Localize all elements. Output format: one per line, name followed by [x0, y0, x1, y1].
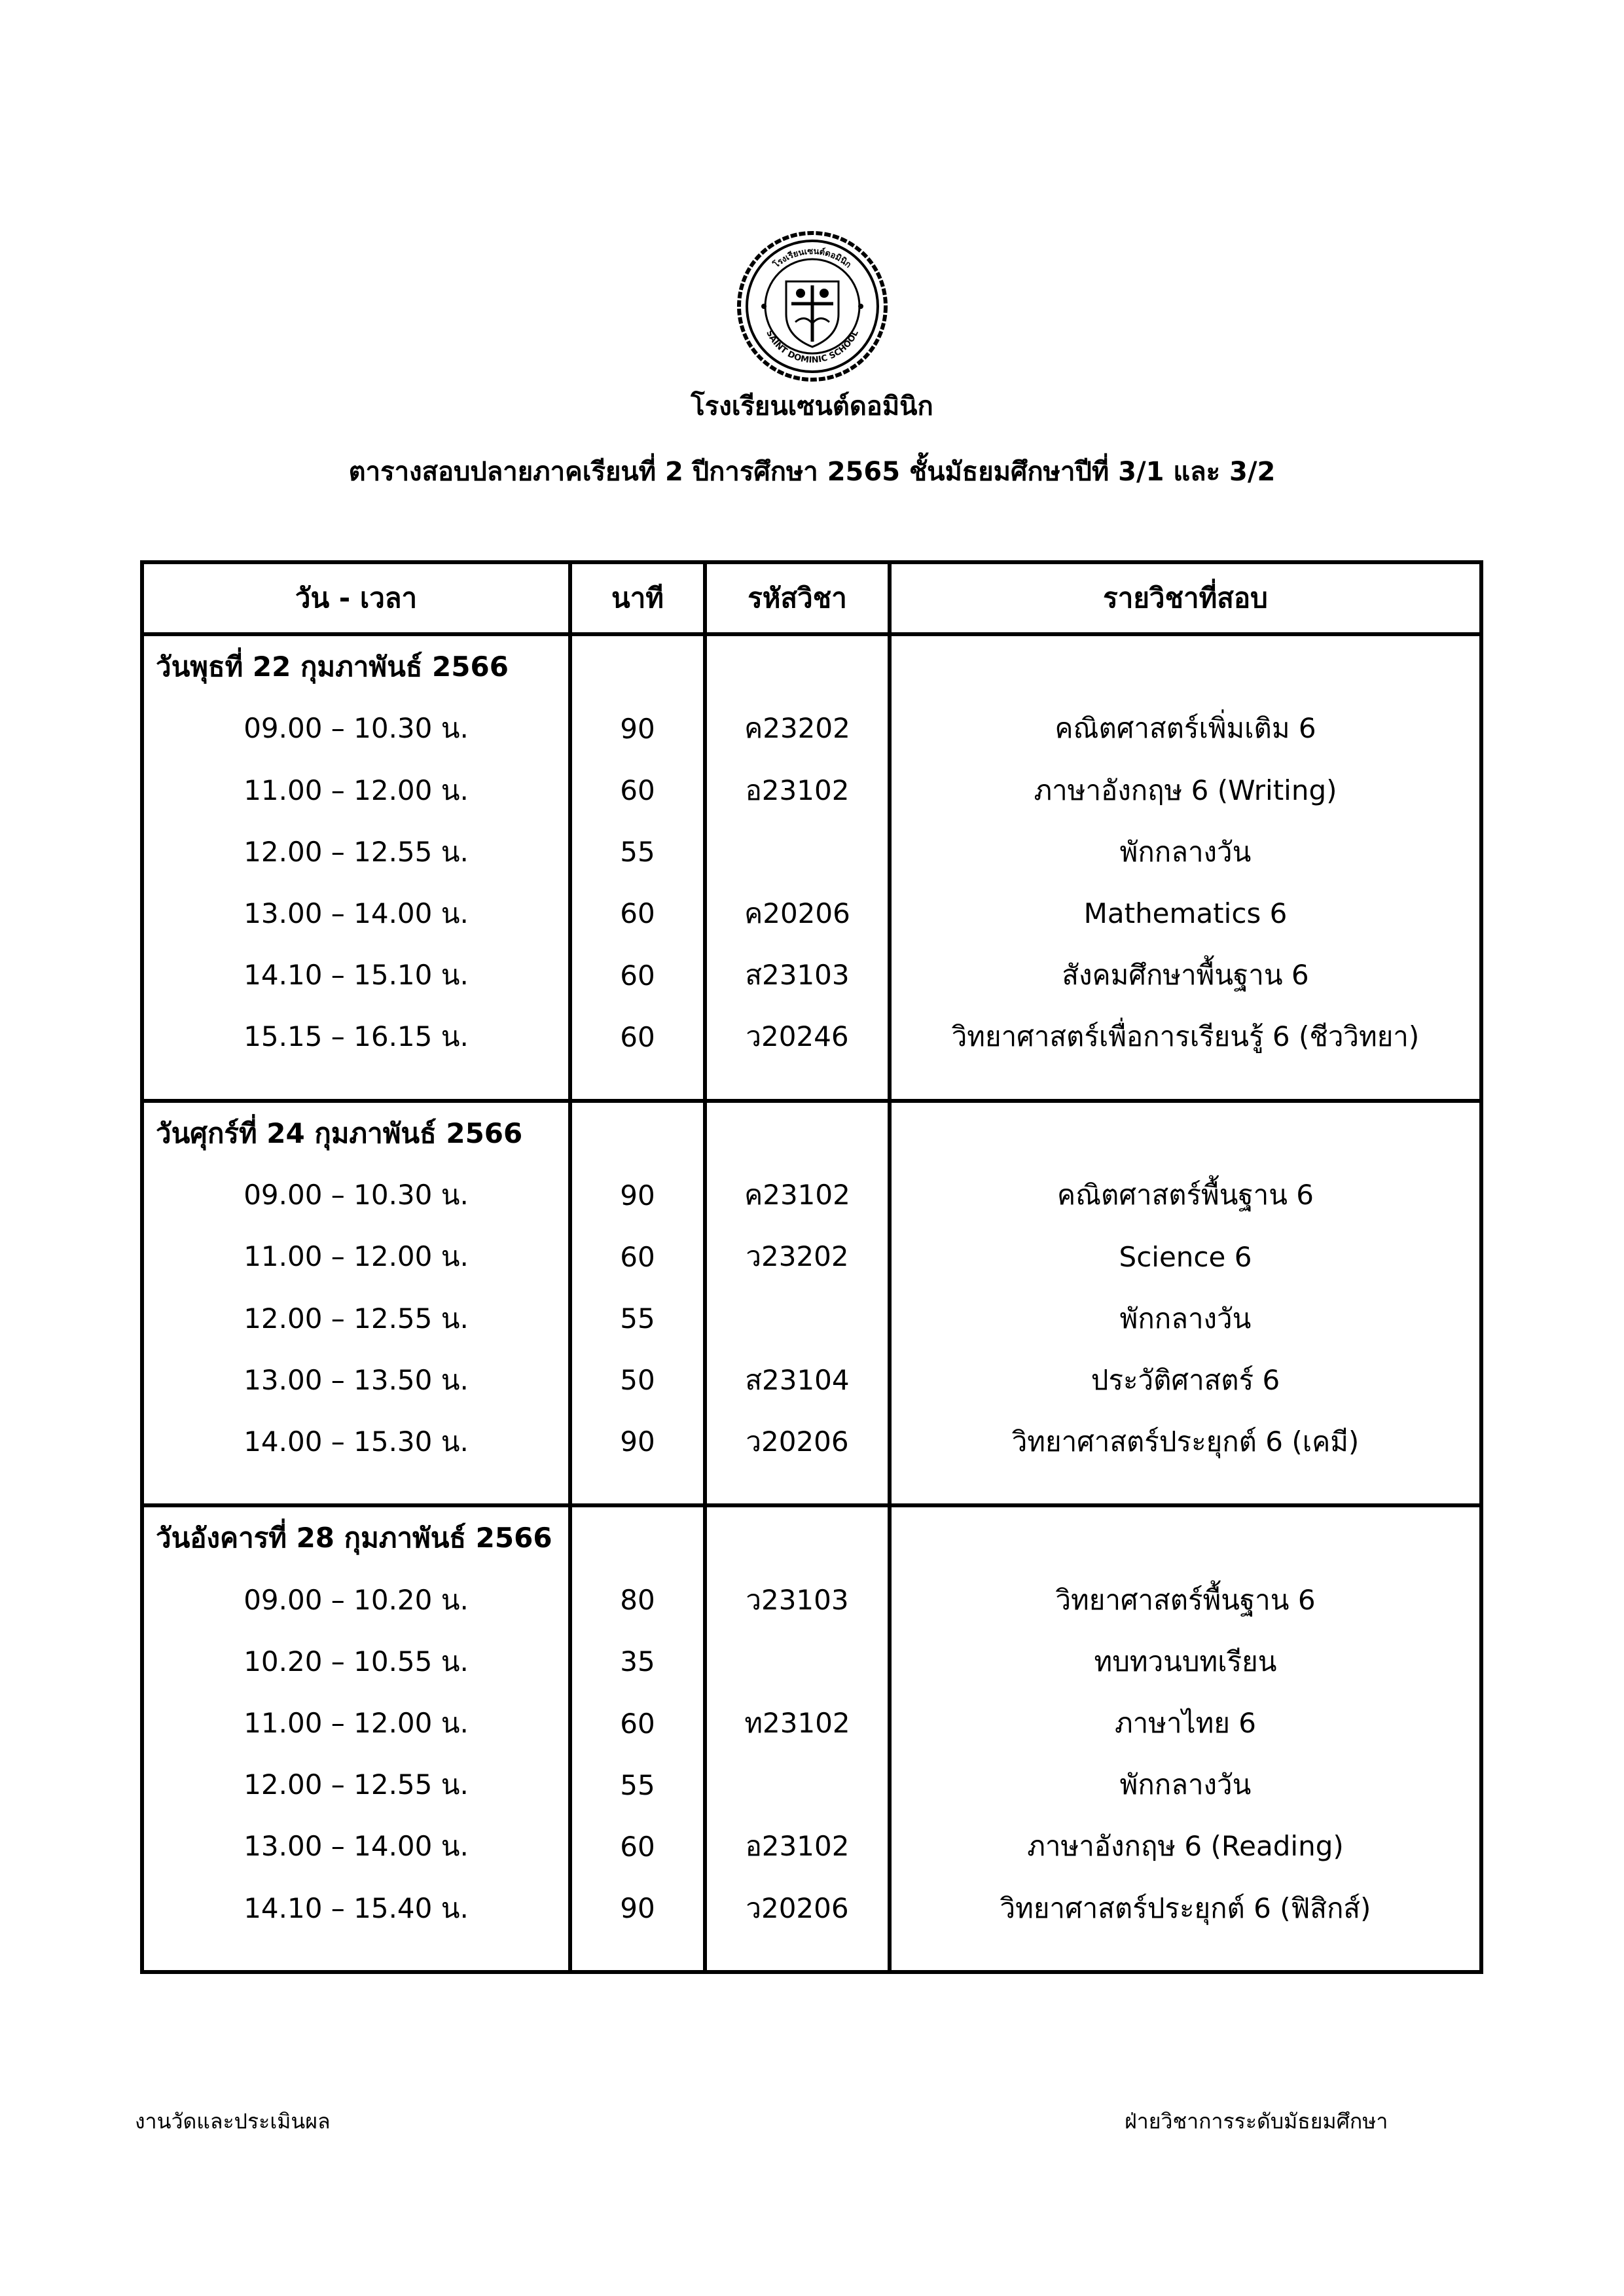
slot-subject-name: สังคมศึกษาพื้นฐาน 6 [890, 944, 1481, 1006]
empty-cell [890, 634, 1481, 698]
slot-subject-code [705, 1287, 890, 1349]
table-row [142, 1816, 1481, 1877]
slot-minutes: 60 [570, 944, 705, 1006]
slot-time: 13.00 – 14.00 น. [142, 1816, 570, 1877]
slot-subject-code: ว23103 [705, 1570, 890, 1631]
slot-time: 14.10 – 15.10 น. [142, 944, 570, 1006]
slot-subject-code: อ23102 [705, 1816, 890, 1877]
slot-subject-name: ภาษาอังกฤษ 6 (Writing) [890, 760, 1481, 821]
slot-time: 12.00 – 12.55 น. [142, 821, 570, 883]
exam-schedule-table [140, 560, 1483, 1974]
empty-cell [142, 1067, 570, 1100]
slot-subject-code: ว23202 [705, 1226, 890, 1287]
exam-schedule-title: ตารางสอบปลายภาคเรียนที่ 2 ปีการศึกษา 2565 ชั้นมัธยมศึกษาปีที่ 3/1 และ 3/2 [348, 457, 1276, 487]
empty-cell [890, 1505, 1481, 1569]
empty-cell [705, 1473, 890, 1505]
slot-subject-code: ส23103 [705, 944, 890, 1006]
column-header-minutes: นาที [570, 562, 705, 634]
slot-minutes: 55 [570, 821, 705, 883]
table-row [142, 821, 1481, 883]
empty-cell [890, 1473, 1481, 1505]
table-row [142, 1570, 1481, 1631]
slot-minutes: 35 [570, 1631, 705, 1693]
day-heading-row [142, 634, 1481, 698]
empty-cell [705, 1505, 890, 1569]
empty-cell [570, 1505, 705, 1569]
day-label: วันอังคารที่ 28 กุมภาพันธ์ 2566 [142, 1505, 570, 1569]
slot-minutes: 90 [570, 698, 705, 759]
slot-subject-code: ค20206 [705, 883, 890, 944]
spacer-row [142, 1939, 1481, 1972]
table-row [142, 883, 1481, 944]
slot-subject-code: ว20246 [705, 1006, 890, 1067]
slot-subject-name: พักกลางวัน [890, 1287, 1481, 1349]
slot-subject-name: วิทยาศาสตร์ประยุกต์ 6 (เคมี) [890, 1411, 1481, 1473]
empty-cell [570, 1473, 705, 1505]
table-row [142, 1631, 1481, 1693]
column-header-day-time: วัน - เวลา [142, 562, 570, 634]
table-row [142, 1350, 1481, 1411]
slot-time: 10.20 – 10.55 น. [142, 1631, 570, 1693]
slot-subject-name: วิทยาศาสตร์พื้นฐาน 6 [890, 1570, 1481, 1631]
footer-academic-department: ฝ่ายวิชาการระดับมัธยมศึกษา [1125, 2109, 1388, 2134]
day-heading-row [142, 1505, 1481, 1569]
slot-time: 14.10 – 15.40 น. [142, 1878, 570, 1939]
table-row [142, 760, 1481, 821]
spacer-row [142, 1473, 1481, 1505]
table-row [142, 1754, 1481, 1816]
slot-subject-code [705, 1754, 890, 1816]
table-row [142, 944, 1481, 1006]
slot-subject-name: ทบทวนบทเรียน [890, 1631, 1481, 1693]
empty-cell [570, 1101, 705, 1164]
day-heading-row [142, 1101, 1481, 1164]
slot-minutes: 90 [570, 1164, 705, 1226]
slot-subject-code: ว20206 [705, 1878, 890, 1939]
school-name: โรงเรียนเซนต์ดอมินิก [691, 391, 933, 422]
slot-subject-code: อ23102 [705, 760, 890, 821]
slot-minutes: 90 [570, 1878, 705, 1939]
slot-time: 09.00 – 10.30 น. [142, 1164, 570, 1226]
slot-minutes: 60 [570, 1226, 705, 1287]
slot-subject-code: ท23102 [705, 1693, 890, 1754]
slot-time: 09.00 – 10.20 น. [142, 1570, 570, 1631]
empty-cell [570, 1939, 705, 1972]
empty-cell [890, 1101, 1481, 1164]
slot-minutes: 55 [570, 1287, 705, 1349]
table-row [142, 1287, 1481, 1349]
slot-subject-code: ค23202 [705, 698, 890, 759]
table-row [142, 1006, 1481, 1067]
slot-time: 09.00 – 10.30 น. [142, 698, 570, 759]
slot-time: 13.00 – 13.50 น. [142, 1350, 570, 1411]
slot-minutes: 80 [570, 1570, 705, 1631]
table-row [142, 1226, 1481, 1287]
day-group [142, 1505, 1481, 1972]
empty-cell [705, 634, 890, 698]
slot-minutes: 60 [570, 883, 705, 944]
slot-subject-name: พักกลางวัน [890, 821, 1481, 883]
empty-cell [570, 634, 705, 698]
empty-cell [890, 1939, 1481, 1972]
table-row [142, 1411, 1481, 1473]
slot-subject-name: ภาษาอังกฤษ 6 (Reading) [890, 1816, 1481, 1877]
day-group [142, 1101, 1481, 1506]
svg-text:SAINT DOMINIC SCHOOL: SAINT DOMINIC SCHOOL [764, 329, 861, 366]
slot-subject-code [705, 821, 890, 883]
footer-measurement-unit: งานวัดและประเมินผล [135, 2109, 331, 2134]
empty-cell [142, 1939, 570, 1972]
slot-minutes: 60 [570, 1816, 705, 1877]
slot-subject-name: Mathematics 6 [890, 883, 1481, 944]
table-row [142, 1878, 1481, 1939]
column-header-subject-code: รหัสวิชา [705, 562, 890, 634]
table-row [142, 698, 1481, 759]
slot-minutes: 60 [570, 1693, 705, 1754]
slot-subject-name: Science 6 [890, 1226, 1481, 1287]
svg-text:โรงเรียนเซนต์ดอมินิก: โรงเรียนเซนต์ดอมินิก [772, 246, 853, 270]
empty-cell [142, 1473, 570, 1505]
day-group [142, 634, 1481, 1101]
slot-time: 14.00 – 15.30 น. [142, 1411, 570, 1473]
column-header-subject: รายวิชาที่สอบ [890, 562, 1481, 634]
slot-minutes: 60 [570, 760, 705, 821]
slot-time: 12.00 – 12.55 น. [142, 1754, 570, 1816]
slot-subject-name: พักกลางวัน [890, 1754, 1481, 1816]
slot-subject-code: ค23102 [705, 1164, 890, 1226]
slot-subject-name: วิทยาศาสตร์เพื่อการเรียนรู้ 6 (ชีววิทยา) [890, 1006, 1481, 1067]
empty-cell [890, 1067, 1481, 1100]
slot-subject-name: คณิตศาสตร์พื้นฐาน 6 [890, 1164, 1481, 1226]
empty-cell [705, 1939, 890, 1972]
slot-time: 12.00 – 12.55 น. [142, 1287, 570, 1349]
slot-time: 11.00 – 12.00 น. [142, 760, 570, 821]
empty-cell [705, 1067, 890, 1100]
slot-subject-code: ส23104 [705, 1350, 890, 1411]
slot-time: 11.00 – 12.00 น. [142, 1693, 570, 1754]
slot-subject-code: ว20206 [705, 1411, 890, 1473]
slot-minutes: 55 [570, 1754, 705, 1816]
slot-time: 13.00 – 14.00 น. [142, 883, 570, 944]
day-label: วันพุธที่ 22 กุมภาพันธ์ 2566 [142, 634, 570, 698]
slot-time: 15.15 – 16.15 น. [142, 1006, 570, 1067]
school-seal-logo [736, 230, 888, 382]
slot-time: 11.00 – 12.00 น. [142, 1226, 570, 1287]
slot-subject-name: วิทยาศาสตร์ประยุกต์ 6 (ฟิสิกส์) [890, 1878, 1481, 1939]
slot-subject-name: ประวัติศาสตร์ 6 [890, 1350, 1481, 1411]
empty-cell [705, 1101, 890, 1164]
table-row [142, 1693, 1481, 1754]
slot-minutes: 90 [570, 1411, 705, 1473]
slot-minutes: 50 [570, 1350, 705, 1411]
slot-minutes: 60 [570, 1006, 705, 1067]
spacer-row [142, 1067, 1481, 1100]
slot-subject-code [705, 1631, 890, 1693]
slot-subject-name: คณิตศาสตร์เพิ่มเติม 6 [890, 698, 1481, 759]
table-row [142, 1164, 1481, 1226]
empty-cell [570, 1067, 705, 1100]
day-label: วันศุกร์ที่ 24 กุมภาพันธ์ 2566 [142, 1101, 570, 1164]
table-header-row [142, 562, 1481, 634]
slot-subject-name: ภาษาไทย 6 [890, 1693, 1481, 1754]
